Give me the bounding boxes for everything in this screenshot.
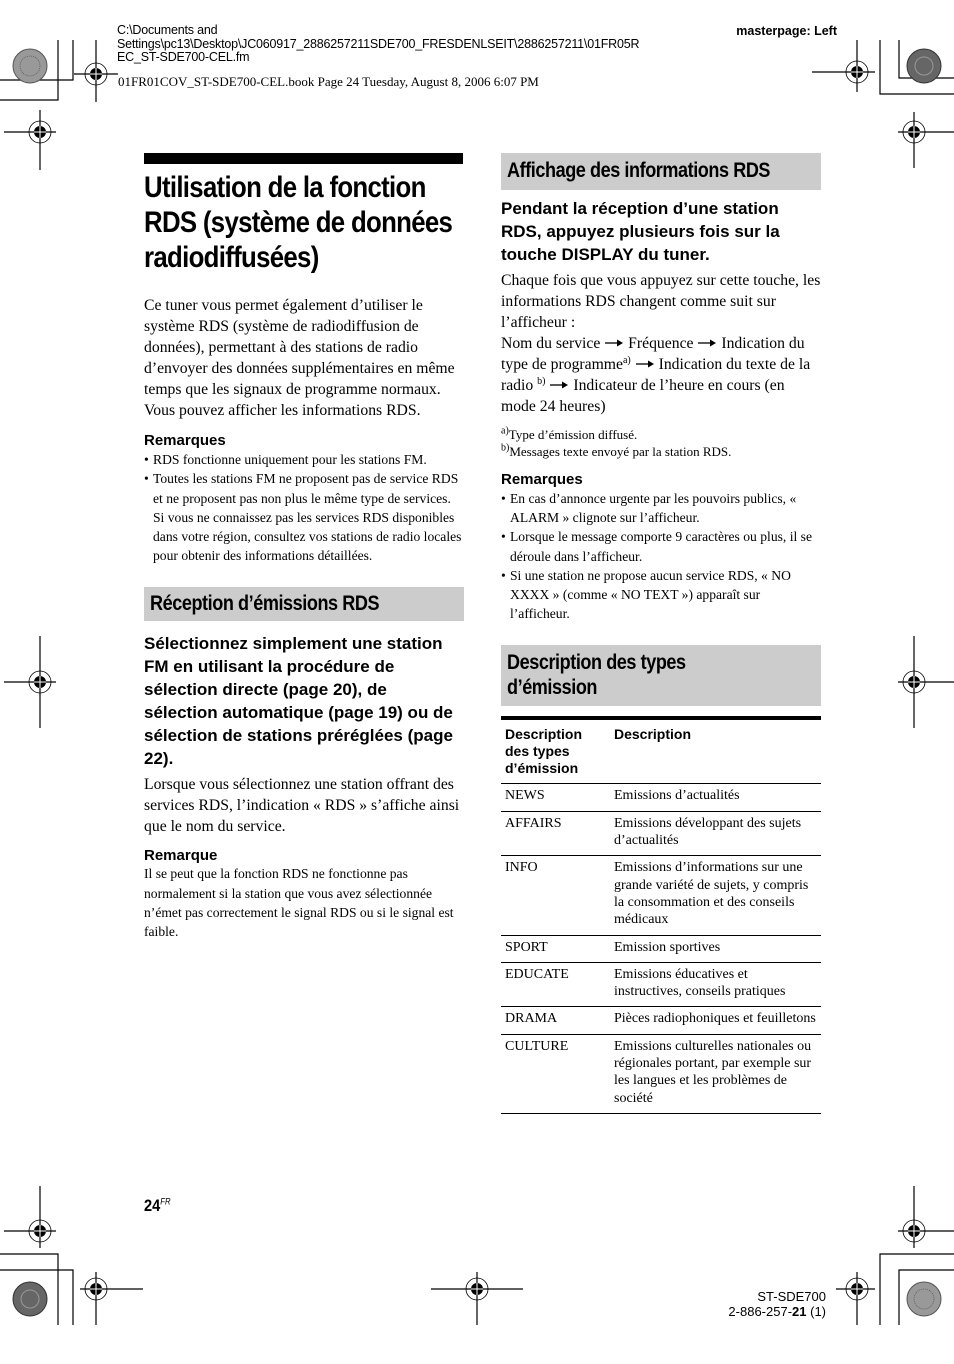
table-row — [501, 856, 821, 935]
display-body — [501, 270, 821, 417]
file-path-header — [117, 24, 639, 65]
table-row — [501, 962, 821, 1007]
sequence-step-program-type: Indication du type de programme — [501, 335, 805, 373]
remark-item: • Si une station ne propose aucun service RDS, « NO XXXX » (comme « NO TEXT ») apparaît sur l’afficheur. — [501, 566, 821, 624]
type-cell: AFFAIRS — [501, 811, 610, 856]
intro-paragraph: Ce tuner vous permet également d’utiliser le système RDS (système de radiodiffusion de données), permettant à des stations de radio d’envoyer des données supplémentaires en même temps que les signaux de programme normaux. Vous pouvez afficher les informations RDS. — [144, 297, 455, 420]
section-title-display: Affichage des informations RDS — [507, 159, 771, 182]
type-cell: EDUCATE — [501, 962, 610, 1007]
section-title-types: Description des types d’émission — [507, 651, 686, 700]
display-remarks-heading: Remarques — [501, 471, 583, 488]
section-title-reception: Réception d’émissions RDS — [150, 592, 380, 616]
arrow-right-icon — [604, 338, 624, 348]
arrow-right-icon — [635, 359, 655, 369]
type-cell: NEWS — [501, 784, 610, 811]
reception-instruction: Sélectionnez simplement une station FM en utilisant la procédure de sélection directe (page 20), de sélection automatique (page 19) ou de sélection de stations préréglées (page 22). — [144, 634, 453, 769]
file-path-line-3: EC_ST-SDE700-CEL.fm — [117, 50, 250, 64]
book-info-line: 01FR01COV_ST-SDE700-CEL.book Page 24 Tuesday, August 8, 2006 6:07 PM — [118, 74, 539, 89]
description-cell: Pièces radiophoniques et feuilletons — [610, 1007, 821, 1034]
masterpage-label: masterpage: Left — [736, 24, 837, 38]
section-header-reception — [144, 587, 464, 621]
page-number: $24^{FR}$ — [144, 1196, 171, 1215]
program-types-table — [501, 716, 821, 1113]
sequence-step-radio-text: Indication du texte de la radio — [501, 356, 811, 394]
table-row — [501, 784, 821, 811]
display-instruction: Pendant la réception d’une station RDS, appuyez plusieurs fois sur la touche DISPLAY du tuner. — [501, 199, 780, 264]
part-number: 2-886-257-21 (1) — [728, 1304, 826, 1319]
footnote-b: $^{b)}$Messages texte envoyé par la station RDS. — [501, 442, 732, 459]
type-cell: SPORT — [501, 935, 610, 962]
left-column — [144, 153, 464, 941]
description-cell: Emissions éducatives et instructives, conseils pratiques — [610, 962, 821, 1007]
footnote-a: $^{a)}$Type d’émission diffusé. — [501, 425, 638, 442]
table-row — [501, 935, 821, 962]
remarks-heading: Remarques — [144, 432, 226, 450]
model-name: ST-SDE700 — [757, 1289, 826, 1304]
title-rule — [144, 153, 463, 164]
type-cell: CULTURE — [501, 1034, 610, 1113]
type-cell: INFO — [501, 856, 610, 935]
page-language: FR — [160, 1196, 171, 1207]
description-cell: Emissions d’informations sur une grande variété de sujets, y compris la consommation et des conseils médicaux — [610, 856, 821, 935]
page-title: Utilisation de la fonction RDS (système de données radiodiffusées) — [144, 171, 453, 274]
remark-item: • En cas d’annonce urgente par les pouvoirs publics, « ALARM » clignote sur l’afficheur. — [501, 489, 821, 527]
description-cell: Emission sportives — [610, 935, 821, 962]
section-header-display — [501, 153, 821, 190]
arrow-right-icon — [697, 338, 717, 348]
display-body-intro: Chaque fois que vous appuyez sur cette touche, les informations RDS changent comme suit sur l’afficheur : — [501, 272, 821, 331]
remark-item: • Lorsque le message comporte 9 caractères ou plus, il se déroule dans l’afficheur. — [501, 527, 821, 565]
model-info — [728, 1289, 826, 1319]
description-cell: Emissions développant des sujets d’actualités — [610, 811, 821, 856]
sequence-step-clock: Indicateur de l’heure en cours (en mode 24 heures) — [501, 377, 785, 415]
file-path-line-2: Settings\pc13\Desktop\JC060917_2886257211SDE700_FRESDENLSEIT\2886257211\01FR05R — [117, 36, 640, 51]
table-row — [501, 1034, 821, 1113]
section-header-types — [501, 645, 821, 706]
footnote-ref-a: a) — [622, 354, 631, 366]
remarks-list — [144, 450, 464, 565]
file-path-line-1: C:\Documents and — [117, 23, 218, 37]
table-row — [501, 1007, 821, 1034]
column-header-description: Description — [610, 718, 821, 784]
right-column — [501, 153, 821, 1114]
footnote-ref-b: b) — [537, 375, 546, 387]
table-row — [501, 811, 821, 856]
remark-item: • Toutes les stations FM ne proposent pas de service RDS et ne proposent pas non plus le même type de services. Si vous ne connaissez pas les services RDS disponibles dans votre région, consultez vos stations de radio locales pour obtenir des informations détaillées. — [144, 469, 464, 565]
display-remarks-list — [501, 489, 821, 623]
footnotes — [501, 426, 821, 460]
remark-heading: Remarque — [144, 847, 218, 865]
description-cell: Emissions culturelles nationales ou régionales portant, par exemple sur les langues et les problèmes de société — [610, 1034, 821, 1113]
column-header-type: Description des types d’émission — [501, 718, 610, 784]
sequence-step-service-name: Nom du service — [501, 335, 601, 352]
table-header-row — [501, 718, 821, 784]
description-cell: Emissions d’actualités — [610, 784, 821, 811]
remark-text: Il se peut que la fonction RDS ne fonctionne pas normalement si la station que vous avez sélectionnée n’émet pas correctement le signal RDS ou si le signal est faible. — [144, 866, 454, 939]
sequence-step-frequency: Fréquence — [628, 335, 694, 352]
reception-body: Lorsque vous sélectionnez une station offrant des services RDS, l’indication « RDS » s’affiche ainsi que le nom du service. — [144, 776, 460, 836]
arrow-right-icon — [549, 380, 569, 390]
remark-item: • RDS fonctionne uniquement pour les stations FM. — [144, 450, 464, 469]
type-cell: DRAMA — [501, 1007, 610, 1034]
